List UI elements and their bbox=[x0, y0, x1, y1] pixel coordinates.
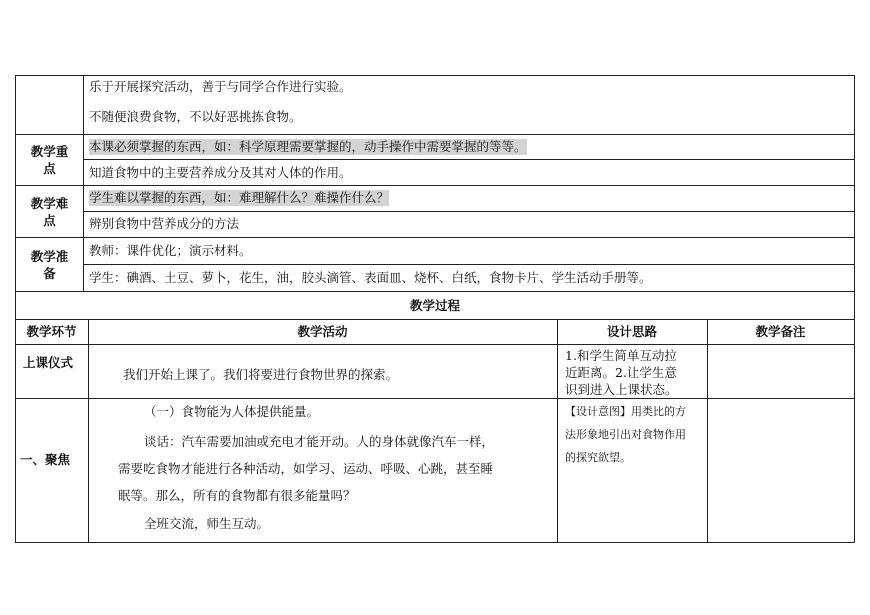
key-points-label-a: 教学重 bbox=[30, 144, 69, 159]
row2-activity-line-5: 全班交流，师生互动。 bbox=[144, 516, 270, 531]
rule bbox=[15, 344, 855, 345]
row1-activity: 我们开始上课了。我们将要进行食物世界的探索。 bbox=[123, 367, 399, 382]
rule bbox=[15, 291, 855, 292]
rule bbox=[15, 237, 855, 238]
key-points-line-2: 知道食物中的主要营养成分及其对人体的作用。 bbox=[89, 165, 352, 180]
difficulty-line-2: 辨别食物中营养成分的方法 bbox=[89, 216, 240, 231]
key-points-line-1: 本课必须掌握的东西，如：科学原理需要掌握的，动手操作中需要掌握的等等。 bbox=[89, 139, 527, 154]
rule bbox=[15, 398, 855, 399]
difficulty-label-a: 教学难 bbox=[30, 196, 69, 211]
header-design: 设计思路 bbox=[606, 324, 657, 339]
process-title: 教学过程 bbox=[409, 298, 460, 313]
row2-design-line-2: 法形象地引出对食物作用 bbox=[565, 428, 686, 441]
prep-line-2: 学生：碘酒、土豆、萝卜，花生，油，胶头滴管、表面皿、烧杯、白纸，食物卡片、学生活动手册等。 bbox=[89, 270, 652, 285]
rule bbox=[15, 134, 855, 135]
rule bbox=[88, 319, 89, 543]
row2-activity-line-2: 谈话：汽车需要加油或充电才能开动。人的身体就像汽车一样， bbox=[144, 434, 495, 449]
rule bbox=[557, 319, 558, 543]
rule bbox=[707, 319, 708, 543]
header-stage: 教学环节 bbox=[26, 324, 77, 339]
rule bbox=[83, 211, 855, 212]
header-activity: 教学活动 bbox=[297, 324, 348, 339]
rule bbox=[83, 75, 84, 291]
rule bbox=[15, 542, 855, 543]
row2-activity-line-1: （一）食物能为人体提供能量。 bbox=[144, 404, 320, 419]
row2-activity-line-4: 眠等。那么，所有的食物都有很多能量吗？ bbox=[118, 488, 356, 503]
rule bbox=[83, 264, 855, 265]
row2-design-line-3: 的探究欲望。 bbox=[565, 451, 631, 464]
prep-label-a: 教学准 bbox=[30, 249, 69, 264]
attitude-line-1: 乐于开展探究活动，善于与同学合作进行实验。 bbox=[89, 79, 352, 94]
row1-design-line-2: 近距离。2.让学生意 bbox=[565, 365, 677, 380]
row1-stage: 上课仪式 bbox=[23, 355, 74, 370]
rule bbox=[83, 159, 855, 160]
prep-label bbox=[16, 248, 83, 282]
row2-stage: 一、聚焦 bbox=[20, 452, 71, 467]
row2-design-line-1: 【设计意图】用类比的方 bbox=[565, 405, 686, 418]
prep-line-1: 教师：课件优化；演示材料。 bbox=[89, 243, 252, 258]
difficulty-line-1: 学生难以掌握的东西，如：难理解什么？难操作什么？ bbox=[89, 190, 390, 205]
row1-design-line-1: 1.和学生简单互动拉 bbox=[565, 348, 677, 363]
key-points-label bbox=[16, 143, 83, 177]
rule bbox=[15, 319, 855, 320]
difficulty-label bbox=[16, 195, 83, 229]
rule bbox=[15, 75, 855, 76]
row1-design-line-3: 识到进入上课状态。 bbox=[565, 382, 678, 397]
header-notes: 教学备注 bbox=[755, 324, 806, 339]
rule bbox=[15, 185, 855, 186]
row2-activity-line-3: 需要吃食物才能进行各种活动，如学习、运动、呼吸、心跳，甚至睡 bbox=[118, 461, 494, 476]
prep-label-b: 备 bbox=[43, 266, 56, 281]
attitude-line-2: 不随便浪费食物，不以好恶挑拣食物。 bbox=[89, 109, 302, 124]
difficulty-label-b: 点 bbox=[43, 213, 56, 228]
key-points-label-b: 点 bbox=[43, 161, 56, 176]
